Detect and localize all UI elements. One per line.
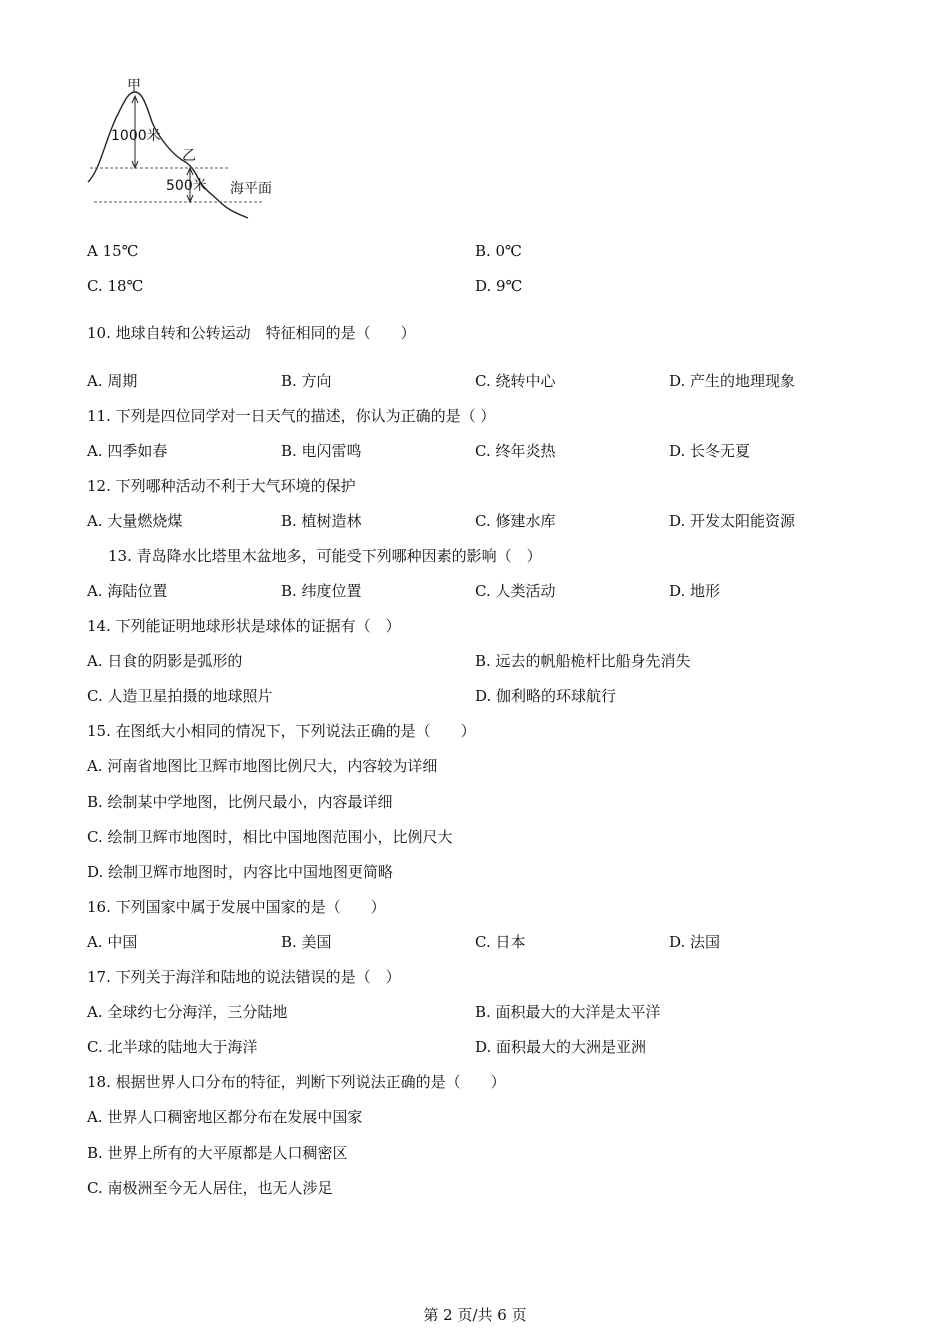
height-a-label: 1000米	[111, 128, 161, 144]
q15-stem: 15. 在图纸大小相同的情况下，下列说法正确的是（ ）	[87, 722, 476, 740]
q15-option-a: A. 河南省地图比卫辉市地图比例尺大，内容较为详细	[87, 757, 438, 775]
q18-option-b: B. 世界上所有的大平原都是人口稠密区	[87, 1144, 348, 1162]
q17-option-a: A. 全球约七分海洋，三分陆地	[87, 1003, 288, 1021]
q13-option-a: A. 海陆位置	[87, 582, 168, 600]
page-footer: 第 2 页/共 6 页	[423, 1306, 527, 1324]
q10-option-b: B. 方向	[281, 372, 332, 390]
q12-option-d: D. 开发太阳能资源	[669, 512, 796, 530]
q16-stem: 16. 下列国家中属于发展中国家的是（ ）	[87, 898, 386, 916]
q9-option-c: C. 18℃	[87, 277, 144, 295]
q12-option-a: A. 大量燃烧煤	[87, 512, 183, 530]
sea-level-label: 海平面	[230, 181, 272, 197]
q17-option-d: D. 面积最大的大洲是亚洲	[475, 1038, 647, 1056]
q9-option-b: B. 0℃	[475, 242, 522, 260]
q10-option-a: A. 周期	[87, 372, 138, 390]
q14-option-d: D. 伽利略的环球航行	[475, 687, 617, 705]
q11-option-c: C. 终年炎热	[475, 442, 556, 460]
q16-option-d: D. 法国	[669, 933, 721, 951]
q18-option-c: C. 南极洲至今无人居住，也无人涉足	[87, 1179, 333, 1197]
q12-option-b: B. 植树造林	[281, 512, 362, 530]
point-label: 乙	[182, 148, 196, 164]
q13-stem: 13. 青岛降水比塔里木盆地多，可能受下列哪种因素的影响（ ）	[108, 547, 542, 565]
q14-stem: 14. 下列能证明地球形状是球体的证据有（ ）	[87, 617, 401, 635]
q13-option-c: C. 人类活动	[475, 582, 556, 600]
q14-option-c: C. 人造卫星拍摄的地球照片	[87, 687, 273, 705]
q9-option-d: D. 9℃	[475, 277, 523, 295]
q12-option-c: C. 修建水库	[475, 512, 556, 530]
elevation-diagram	[80, 74, 280, 224]
q11-option-b: B. 电闪雷鸣	[281, 442, 362, 460]
q16-option-a: A. 中国	[87, 933, 138, 951]
q14-option-b: B. 远去的帆船桅杆比船身先消失	[475, 652, 691, 670]
q10-option-d: D. 产生的地理现象	[669, 372, 796, 390]
q14-option-a: A. 日食的阴影是弧形的	[87, 652, 243, 670]
q17-stem: 17. 下列关于海洋和陆地的说法错误的是（ ）	[87, 968, 401, 986]
q16-option-b: B. 美国	[281, 933, 332, 951]
q16-option-c: C. 日本	[475, 933, 526, 951]
q18-stem: 18. 根据世界人口分布的特征，判断下列说法正确的是（ ）	[87, 1073, 506, 1091]
q9-option-a: A 15℃	[87, 242, 139, 260]
q17-option-b: B. 面积最大的大洋是太平洋	[475, 1003, 661, 1021]
q12-stem: 12. 下列哪种活动不利于大气环境的保护	[87, 477, 356, 495]
q15-option-c: C. 绘制卫辉市地图时，相比中国地图范围小，比例尺大	[87, 828, 453, 846]
q15-option-d: D. 绘制卫辉市地图时，内容比中国地图更简略	[87, 863, 394, 881]
q13-option-d: D. 地形	[669, 582, 721, 600]
q11-option-a: A. 四季如春	[87, 442, 168, 460]
q17-option-c: C. 北半球的陆地大于海洋	[87, 1038, 258, 1056]
q18-option-a: A. 世界人口稠密地区都分布在发展中国家	[87, 1108, 363, 1126]
height-b-label: 500米	[166, 178, 207, 194]
q15-option-b: B. 绘制某中学地图，比例尺最小，内容最详细	[87, 793, 393, 811]
q11-stem: 11. 下列是四位同学对一日天气的描述，你认为正确的是（ ）	[87, 407, 496, 425]
mountain-profile	[88, 92, 248, 218]
q13-option-b: B. 纬度位置	[281, 582, 362, 600]
q11-option-d: D. 长冬无夏	[669, 442, 751, 460]
q10-option-c: C. 绕转中心	[475, 372, 556, 390]
q10-stem: 10. 地球自转和公转运动 特征相同的是（ ）	[87, 324, 416, 342]
peak-label: 甲	[127, 78, 141, 94]
